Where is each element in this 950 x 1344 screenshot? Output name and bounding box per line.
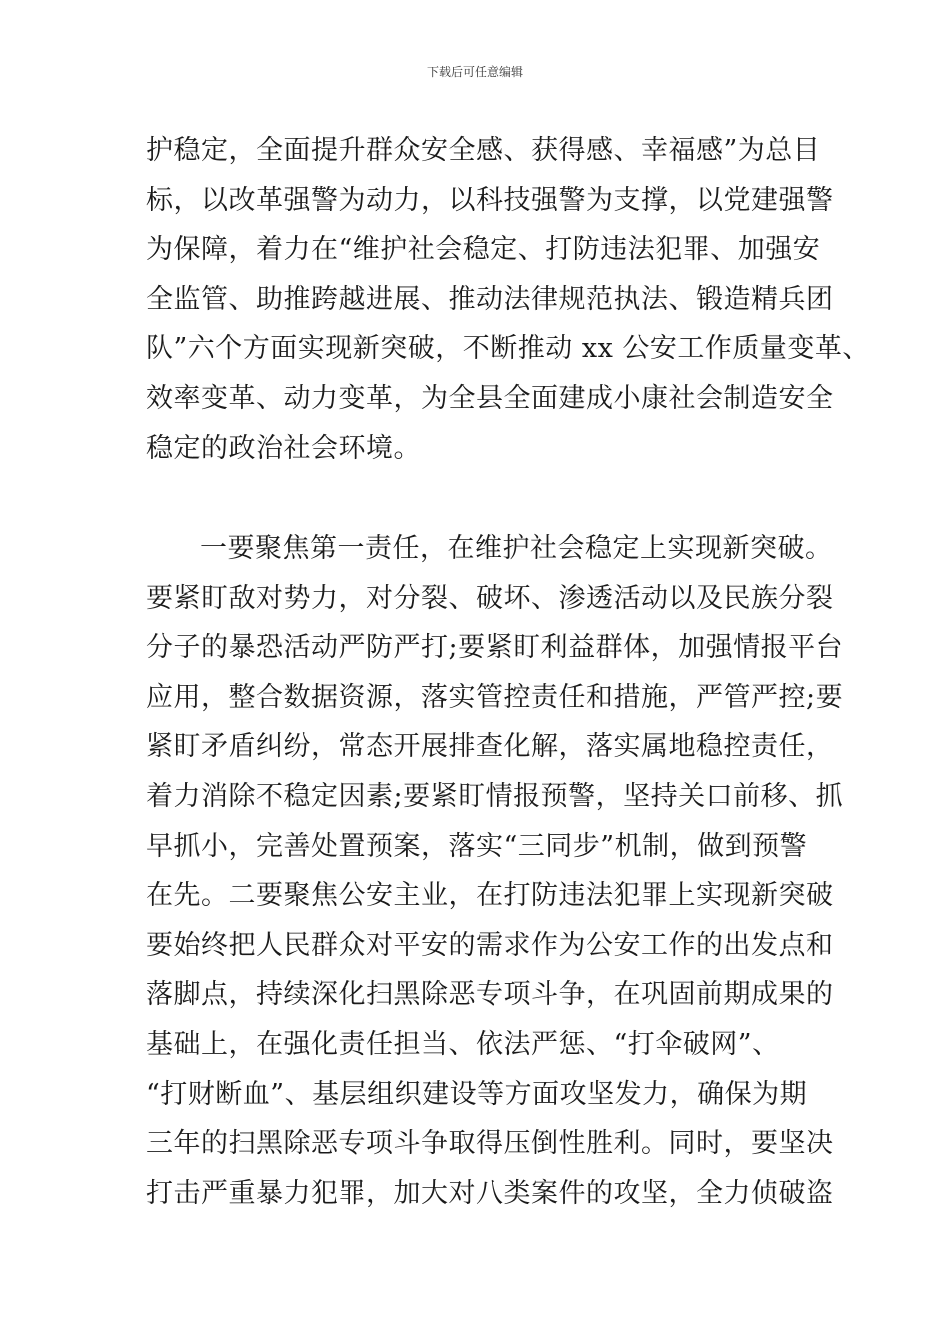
text-line: 落脚点，持续深化扫黑除恶专项斗争，在巩固前期成果的 [146, 979, 834, 1011]
text-line: 三年的扫黑除恶专项斗争取得压倒性胜利。同时，要坚决 [146, 1128, 834, 1160]
paragraph-continuation [146, 126, 870, 473]
text-line: 为保障，着力在“维护社会稳定、打防违法犯罪、加强安 [146, 234, 821, 266]
text-line: 基础上，在强化责任担当、依法严惩、“打伞破网”、 [146, 1028, 780, 1060]
text-line: 分子的暴恐活动严防严打;要紧盯利益群体，加强情报平台 [146, 632, 844, 664]
text-line: 打击严重暴力犯罪，加大对八类案件的攻坚，全力侦破盗 [146, 1177, 834, 1209]
text-line-indented: 一要聚焦第一责任，在维护社会稳定上实现新突破。 [200, 533, 833, 564]
text-line: “打财断血”、基层组织建设等方面攻坚发力，确保为期 [146, 1078, 808, 1110]
text-line: 标，以改革强警为动力，以科技强警为支撑，以党建强警 [146, 184, 834, 216]
paragraph-main [146, 524, 846, 1218]
page-header: 下载后可任意编辑 [426, 65, 523, 79]
text-line: 护稳定，全面提升群众安全感、获得感、幸福感”为总目 [146, 135, 821, 166]
text-line: 早抓小，完善处置预案，落实“三同步”机制，做到预警 [146, 830, 808, 862]
text-line: 要始终把人民群众对平安的需求作为公安工作的出发点和 [146, 929, 834, 961]
text-line: 着力消除不稳定因素;要紧盯情报预警，坚持关口前移、抓 [146, 780, 844, 812]
text-line: 在先。二要聚焦公安主业，在打防违法犯罪上实现新突破 [146, 880, 834, 912]
text-line: 紧盯矛盾纠纷，常态开展排查化解，落实属地稳控责任， [146, 731, 834, 763]
text-line: 稳定的政治社会环境。 [146, 432, 421, 464]
text-line: 队”六个方面实现新突破，不断推动 xx 公安工作质量变革、 [146, 333, 870, 365]
text-line: 效率变革、动力变革，为全县全面建成小康社会制造安全 [146, 382, 834, 414]
text-line: 全监管、助推跨越进展、推动法律规范执法、锻造精兵团 [146, 283, 834, 315]
text-line: 应用，整合数据资源，落实管控责任和措施，严管严控;要 [146, 681, 844, 713]
text-line: 要紧盯敌对势力，对分裂、破坏、渗透活动以及民族分裂 [146, 582, 834, 614]
